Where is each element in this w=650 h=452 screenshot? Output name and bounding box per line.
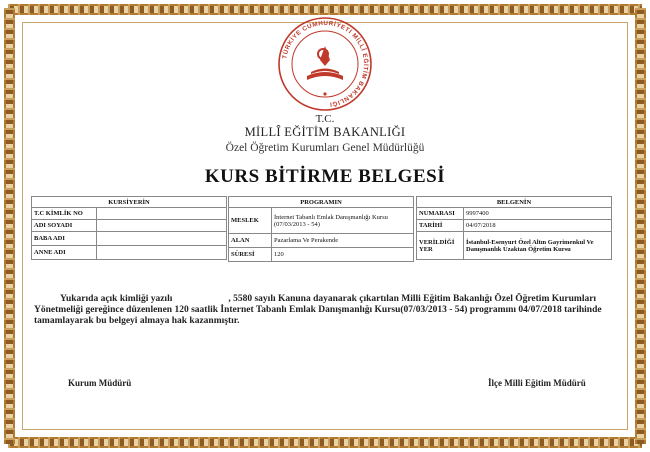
ministry-name: MİLLÎ EĞİTİM BAKANLIĞI [244, 125, 406, 139]
tarihi-value: 04/07/2018 [464, 220, 612, 232]
tc-kimlik-value [97, 208, 227, 220]
statement-part-2: , 5580 sayılı Kanuna dayanarak çıkartılan Milli Eğitim Bakanlığı Özel Öğretim Kurumları Yönetmeliği gereğince düzenlenen 120 saatlik İnternet Tabanlı Emlak Danışmanlığı Kursu(07/03/2013 - 54) programını 04/07/2018 tarihinde tamamlayarak bu belgeyi almaya hak kazanmıştır. [34, 294, 602, 326]
alan-value: Pazarlama Ve Perakende [272, 234, 414, 248]
kurum-muduru-signature: Kurum Müdürü [68, 378, 132, 388]
certificate-table [416, 196, 612, 260]
decorative-border-left [4, 8, 15, 444]
adi-soyadi-label: ADI SOYADI [32, 220, 97, 232]
meslek-value: İnternet Tabanlı Emlak Danışmanlığı Kursu (07/03/2013 - 54) [272, 208, 414, 234]
directorate-name: Özel Öğretim Kurumları Genel Müdürlüğü [225, 142, 425, 154]
adi-soyadi-value [97, 220, 227, 232]
statement-paragraph [34, 294, 614, 327]
numarasi-label: NUMARASI [417, 208, 464, 220]
program-heading: PROGRAMIN [229, 197, 414, 208]
baba-adi-label: BABA ADI [32, 232, 97, 246]
decorative-border-bottom [8, 437, 642, 448]
decorative-border-right [635, 8, 646, 444]
trainee-heading: KURSİYERİN [32, 197, 227, 208]
statement-part-1: Yukarıda açık kimliği yazılı [60, 294, 173, 304]
certificate-heading: BELGENİN [417, 197, 612, 208]
anne-adi-value [97, 246, 227, 260]
ilce-muduru-signature: İlçe Milli Eğitim Müdürü [488, 378, 586, 388]
suresi-label: SÜRESİ [229, 248, 272, 262]
numarasi-value: 9997400 [464, 208, 612, 220]
suresi-value: 120 [272, 248, 414, 262]
trainee-table [31, 196, 227, 260]
tc-label: T.C. [315, 113, 335, 125]
anne-adi-label: ANNE ADI [32, 246, 97, 260]
seal-text: TÜRKİYE CUMHURİYETİ MİLLÎ EĞİTİM BAKANLIĞI [281, 19, 370, 108]
page-title: KURS BİTİRME BELGESİ [204, 166, 446, 187]
baba-adi-value [97, 232, 227, 246]
alan-label: ALAN [229, 234, 272, 248]
program-table [228, 196, 414, 262]
verildigi-yer-value: İstanbul-Esenyurt Özel Altın Gayrimenkul Ve Danışmanlık Uzaktan Öğretim Kursu [464, 232, 612, 260]
tarihi-label: TARİHİ [417, 220, 464, 232]
decorative-border-top [8, 4, 642, 15]
tc-kimlik-label: T.C KİMLİK NO [32, 208, 97, 220]
ministry-seal-icon [277, 16, 373, 112]
meslek-label: MESLEK [229, 208, 272, 234]
verildigi-yer-label: VERİLDİĞİ YER [417, 232, 464, 260]
